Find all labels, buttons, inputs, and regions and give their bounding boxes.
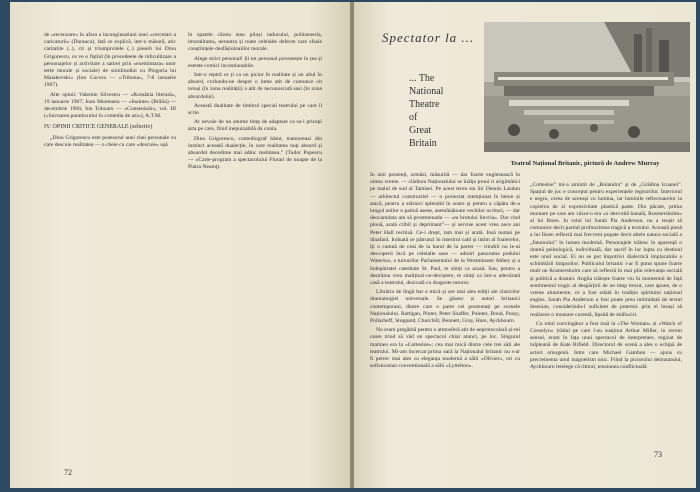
paragraph: de «recenzare» în afara a incongiutatiuni unei «cercetari a caricaturii» (Durauca), lată ce explică, intr-o măsură, atic caritatile (..), cit și triumpivitele (..) pieseli lui Dinu Grigorescu, ce ve o fiștiid (în procedeele de ridicultizare a personajelor și activitare a satirei prin «exemintara» unor terte morale și sociale) de similitudini cu Plogoria lui Maiakovski» (Ion Cocora — «Tribuna», 7-8 ianuarie 1967).	[44, 32, 176, 89]
section-heading: IV. OPINII CRITICE GENERALE (selectiv)	[44, 124, 153, 131]
paragraph: Alte opinii: Valentin Silvestru — «România literară», 19 ianuarie 1967; Ioan Munteanu — «Inainte» (Brăila) — decembrie 1966; Ion Toboaru — «Conseninăr», vol. III («Savoarea paradoxului în comedia de azi»), A.T.M.	[44, 91, 176, 120]
paragraph: Nu eram pregătită pentru o atmosferă atit de neprotocolară și-mi ceare trind să văd un spectacol chiar atunci, pe loc. Singurul matineu era la «Cottesloe»; cea mai mică dintre cele trei săli ale teatrului. Mi-am încercat prima oară la Naționalul britanic nu s-ar fi petrec mai ales cu eleganța modernă a sălii «Olivier», ori cu sofisticatian conventională a sălii «Lyttelton».	[370, 327, 520, 370]
subtitle-line: Theatre	[409, 99, 440, 110]
theatre-painting-photo	[484, 22, 690, 152]
right-column-1	[370, 172, 520, 470]
paragraph: In anii prezenți, urmăsi, măsurită — dar foarte englezească în uitma vreme. — clădirea Naționalului se înălța pruni ti arigimătici pe malul de sud al Tamisei. Pe acest teren sta Sir Dennis Lasdun — arhitectul constructiei — n proiectat intenționat în beton și atacă, pentru a stârnici splendid în soare și pentru a căpăta de-a lungul anilor o patină asene, asemănătoare vechilor ocrituri, — dar deocamdata am să prostmenada — «ta brutului linvria». Dar cind plouă, arată cribil și deprimant”— și servise acest vreo zece ani Peter Hall recitisă. Ce-i drept, tam mai și arată. Insă numai pe dinafară. Induată ce pătrunzi în interirul cald și intim al foaierelor, îți o camnă de ceai de la barul de la parter — trindrii nu le-ai descoperit încă pe celelalte sase — admiri panorama podului Waterloo, a turnurilor Parlamentului de la Westminster Abbey și a îndepărtatei catedrale St. Paul, te simți ca acasă. Sau, pentru a destrăma vreo malițiozi-ce-deviștere, te simți ca într-o adevărată casă a teatrului, dezicată cu dragoste tuturor.	[370, 172, 520, 287]
paragraph: „Cottesloe” mi-a amintit de „Bulandra” și de „Grădina Icoanei”. Spațiul de joc e conceput pentru experiențele regisorilor. Interiorul e negru, cerea de aceeași cu lumina, iar luminile reflectoarelor la copierea de zi expresivitate plastică paste. Din păcate, prima montare pe care am văzut-o era «o dezvoltă banală, Rosmersholm» al lui Ibsen. In rolul lui Sarah Pia Anderson, nu a reușit să comunice decit partial profunzimea tragică a textului. Această piesă a lui Ibsen reflectă mai frecvent popate decit altele natura socială a „fatumului” în lumea modernă. Personajele trăiesc în aparență o dramă psihologică, individuală, dar sacrif în lor lupta cu destinul este unul social. Ei nu se pot împotrivi dialectică implacabile a schimbării timpurilor. Publicului britanic i-ar fi putut spune foarte mult un Rosmersholm care să reflectă în mai plin relevanța socială și politică a dramei. Anglia trăiește foarte viu în momentul de față sentimentul tragic al despărțirii de un timp trecut, care apune, de o vreme alumierste, ce a fost odată în tradiția spiritului național englez. Sarah Pia Anderson a fost poate prea intimidată de textul ibsenian, considerindu-l suficient de puternic prin el însuși să realizeze o montare curentă, lipsită de străluciri.	[530, 182, 682, 318]
paragraph: în spatele căreia stau piloși raducului, politzeneria, imoralitatea, neruntra și toate celelalte defecte care sfasie conștiințele desfășioloaiilor morale.	[188, 32, 322, 53]
paragraph: Această dualitate de timbrul special teatrului pe care il scrie.	[188, 102, 322, 117]
photo-caption: Teatrul Național Britanic, pictură de Andrew Murray	[510, 160, 660, 167]
paragraph: Dinu Grigorescu, comediograf bătut, mamoreazi din instinct această dualecție, în care realitatea nuți absurd și absurdul decedime mai adinc realitatea.” (Tudor Popescu — «Carte-program a spectacolului Florari de noapte de la Piatra Neamț).	[188, 135, 322, 171]
subtitle-line: Britain	[409, 138, 437, 149]
left-column-1	[44, 32, 176, 462]
paragraph: Alege strict personal! Și tot personal povestește în țea și esteste comici incontiunabile.	[188, 55, 322, 69]
subtitle-line: ... The	[409, 73, 435, 84]
book-spread	[10, 2, 696, 488]
left-column-2	[188, 32, 322, 462]
paragraph: Intr-o reptră ce ți ca un picior în realitate și un altul în absurd, corlundu-ne despre o lume atit de comunce cit totuși (în zona realității) a atit de necunoscută sasi (în zona absurdului).	[188, 72, 322, 100]
page-number-left: 72	[64, 468, 72, 477]
left-page	[10, 2, 350, 488]
article-subtitle	[409, 72, 443, 150]
subtitle-line: Great	[409, 125, 432, 136]
subtitle-line: National	[409, 86, 444, 97]
right-column-2	[530, 182, 682, 470]
paragraph: Cu totul convingător a fost insă la «The Woman» și «Watch of Cornelyn» (rădul pe care l-au susținut Arthur Miller, in recent sensul, eram în fața unui spectacol de interpretare, regizat de tulpleană de Kate Rifield. Directorul de scenă a ales o echipă de actori omogenă. Intre care Michael Gambon — ajuns cu precreinenta unul magnetism unic. Fiind la piciorului demutatului, Ayckbourn letelege că ritmul, tensiunea conflictuală	[530, 320, 682, 371]
article-title: Spectator la ...	[382, 30, 475, 45]
page-number-right: 73	[654, 450, 662, 459]
painting-illustration	[484, 22, 690, 152]
paragraph: Ar nevoie de un anume timp de adaptare ca sa-i pricepi arta pe care, fiind inepuizabilă da conia.	[188, 119, 322, 133]
paragraph: Librăria de lîngă bar e mică și are mai ales ediții ale clasicilor dramaturgiei universale. Se găsesc și autori britanici contemporani, dintre care o parte cei prezentați pe scenele Naționalului. Rattigan, Pinter, Peter Shaffer, Pointer, Bond, Poszy, Pollarheff, Stoppard, Churchill, Bennett, Gray, Hare, Ayckbourn.	[370, 289, 520, 325]
paragraph: „Dinu Grigorescu este posesorul unei chei personale cu care descuie realitatea — o cheie cu care «descuie» ușă	[44, 134, 176, 148]
right-page	[354, 2, 696, 488]
subtitle-line: of	[409, 112, 418, 123]
